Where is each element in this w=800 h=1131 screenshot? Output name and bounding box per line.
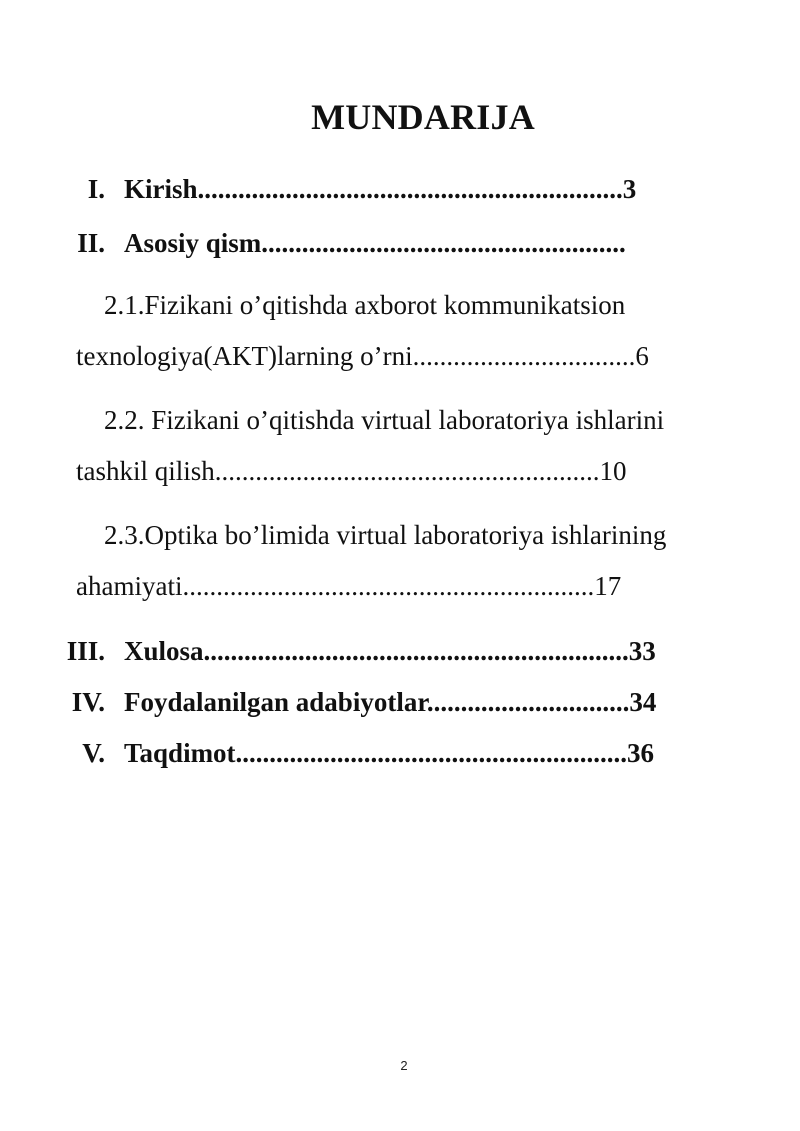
toc-entry-label: Xulosa...............................................................33 (124, 636, 656, 666)
toc-numeral: I. (87, 174, 105, 204)
toc-numeral: V. (82, 738, 105, 768)
toc-subentry-line: ahamiyati.............................................................17 (76, 571, 622, 601)
toc-entry-label: Asosiy qism...................................................... (124, 228, 626, 258)
toc-numeral: II. (77, 228, 105, 258)
toc-subentry-line: 2.2. Fizikani o’qitishda virtual laboratoriya ishlarini (104, 405, 665, 435)
toc-subentry-line: tashkil qilish.........................................................10 (76, 456, 627, 486)
toc-subentry-line: 2.1.Fizikani o’qitishda axborot kommunikatsion (104, 290, 626, 320)
toc-entry-label: Kirish...............................................................3 (124, 174, 637, 204)
page-number: 2 (400, 1058, 408, 1073)
toc-subentry-line: texnologiya(AKT)larning o’rni.................................6 (76, 341, 649, 371)
toc-entry-label: Foydalanilgan adabiyotlar..............................34 (124, 687, 657, 717)
toc-numeral: IV. (71, 687, 105, 717)
toc-entry-label: Taqdimot..........................................................36 (124, 738, 655, 768)
toc-subentry-line: 2.3.Optika bo’limida virtual laboratoriya ishlarining (104, 520, 667, 550)
page-title: MUNDARIJA (311, 97, 535, 137)
toc-numeral: III. (66, 636, 105, 666)
